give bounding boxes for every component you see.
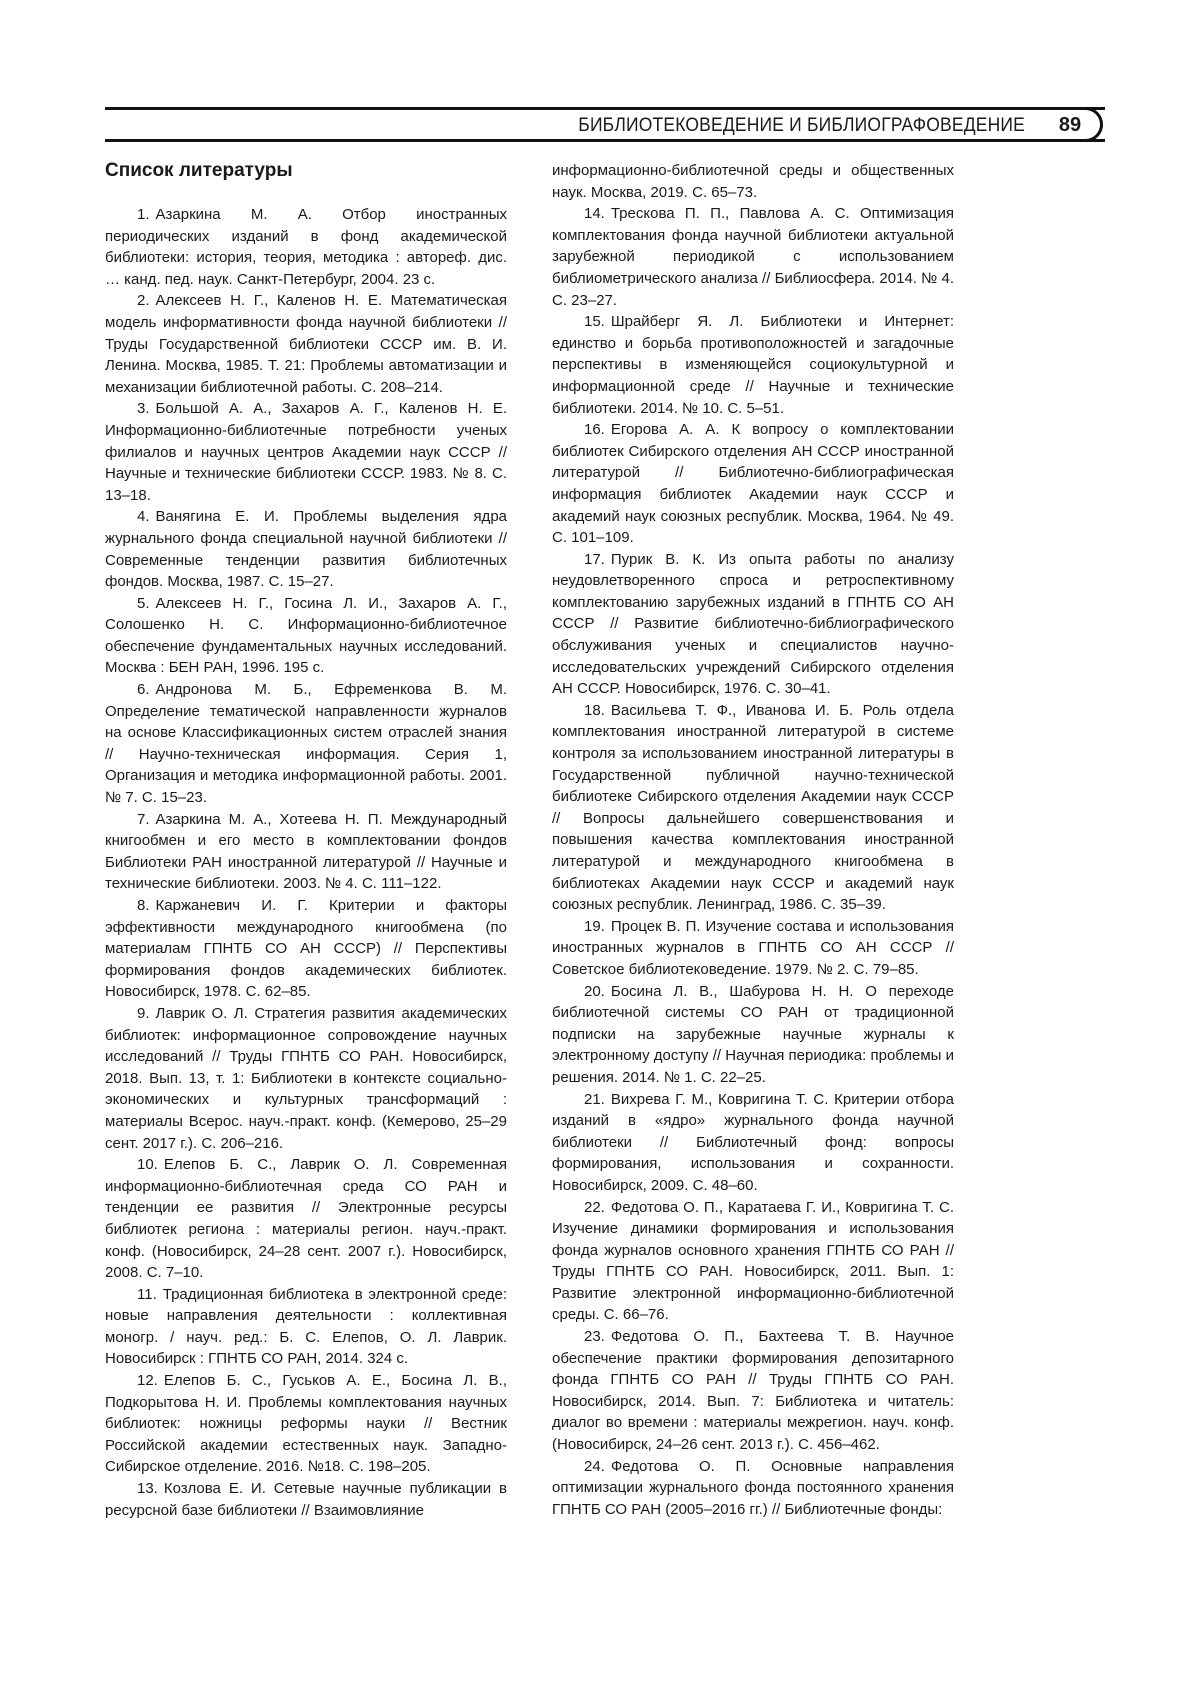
reference-number: 2. <box>137 292 150 309</box>
reference-number: 17. <box>584 551 605 568</box>
reference-text: Процек В. П. Изучение состава и использования иностранных журналов в ГПНТБ СО АН СССР // Советское библиотековедение. 1979. № 2. С. 79–85. <box>552 918 954 978</box>
reference-item <box>105 398 507 506</box>
reference-text: Васильева Т. Ф., Иванова И. Б. Роль отдела комплектования иностранной литературой в системе контроля за использованием иностранной литературы в Государственной публичной научно-технической библиотеке Сибирского отделения Академии наук СССР // Вопросы дальнейшего совершенствования и повышения качества комплектования иностранной литературой и международного книгообмена в библиотеках Академии наук СССР и академий наук союзных республик. Ленинград, 1986. С. 35–39. <box>552 702 954 913</box>
reference-number: 13. <box>137 1480 158 1497</box>
reference-text: Федотова О. П., Бахтеева Т. В. Научное обеспечение практики формирования депозитарного фонда ГПНТБ СО РАН // Труды ГПНТБ СО РАН. Новосибирск, 2014. Вып. 7: Библиотека и читатель: диалог во времени : материалы межрегион. науч. конф. (Новосибирск, 24–26 сент. 2013 г.). С. 456–462. <box>552 1328 954 1453</box>
header-rule-bottom <box>105 139 1105 142</box>
reference-text: Вихрева Г. М., Ковригина Т. С. Критерии отбора изданий в «ядро» журнального фонда научной библиотеки // Библиотечный фонд: вопросы формирования, использования и сохранности. Новосибирск, 2009. С. 48–60. <box>552 1091 954 1194</box>
reference-item <box>552 700 954 916</box>
reference-text: Лаврик О. Л. Стратегия развития академических библиотек: информационное сопровождение научных исследований // Труды ГПНТБ СО РАН. Новосибирск, 2018. Вып. 13, т. 1: Библиотеки в контексте социально-экономических и культурных трансформаций : материалы Всерос. науч.-практ. конф. (Кемерово, 25–29 сент. 2017 г.). С. 206–216. <box>105 1005 507 1152</box>
reference-number: 21. <box>584 1091 605 1108</box>
reference-number: 23. <box>584 1328 605 1345</box>
reference-number: 3. <box>137 400 150 417</box>
reference-number: 12. <box>137 1372 158 1389</box>
reference-text: Азаркина М. А., Хотеева Н. П. Международный книгообмен и его место в комплектовании фондов Библиотеки РАН иностранной литературой // Научные и технические библиотеки. 2003. № 4. С. 111–122. <box>105 811 507 893</box>
reference-number: 22. <box>584 1199 605 1216</box>
reference-number: 20. <box>584 983 605 1000</box>
header-rule-top <box>105 107 1105 110</box>
reference-text: Ванягина Е. И. Проблемы выделения ядра журнального фонда специальной научной библиотеки // Современные тенденции развития библиотечных фондов. Москва, 1987. С. 15–27. <box>105 508 507 590</box>
reference-number: 16. <box>584 421 605 438</box>
reference-text: Егорова А. А. К вопросу о комплектовании библиотек Сибирского отделения АН СССР иностранной литературой // Библиотечно-библиографическая информация библиотек Академии наук СССР и академий наук союзных республик. Москва, 1964. № 49. С. 101–109. <box>552 421 954 546</box>
reference-item <box>552 1197 954 1327</box>
reference-item <box>105 679 507 809</box>
reference-number: 5. <box>137 595 150 612</box>
reference-text: Шрайберг Я. Л. Библиотеки и Интернет: единство и борьба противоположностей и загадочные перспективы в изменяющейся социокультурной и информационной среде // Научные и технические библиотеки. 2014. № 10. С. 5–51. <box>552 313 954 416</box>
reference-text: Алексеев Н. Г., Каленов Н. Е. Математическая модель информативности фонда научной библиотеки // Труды Государственной библиотеки СССР им. В. И. Ленина. Москва, 1985. Т. 21: Проблемы автоматизации и механизации библиотечной работы. С. 208–214. <box>105 292 507 395</box>
reference-text: Пурик В. К. Из опыта работы по анализу неудовлетворенного спроса и ретроспективному комплектованию зарубежных изданий в ГПНТБ СО АН СССР // Развитие библиотечно-библиографического обслуживания ученых и специалистов научно-исследовательских учреждений Сибирского отделения АН СССР. Новосибирск, 1976. С. 30–41. <box>552 551 954 698</box>
reference-number: 15. <box>584 313 605 330</box>
reference-number: 6. <box>137 681 150 698</box>
reference-number: 11. <box>137 1286 157 1303</box>
reference-item <box>552 916 954 981</box>
running-title: БИБЛИОТЕКОВЕДЕНИЕ И БИБЛИОГРАФОВЕДЕНИЕ <box>496 115 1025 137</box>
reference-text: Андронова М. Б., Ефременкова В. М. Определение тематической направленности журналов на основе Классификационных систем отраслей знания // Научно-техническая информация. Серия 1, Организация и методика информационной работы. 2001. № 7. С. 15–23. <box>105 681 507 806</box>
reference-number: 1. <box>137 206 150 223</box>
reference-item <box>552 981 954 1089</box>
reference-text: Алексеев Н. Г., Госина Л. И., Захаров А. Г., Солошенко Н. С. Информационно-библиотечное обеспечение фундаментальных научных исследований. Москва : БЕН РАН, 1996. 195 с. <box>105 595 507 677</box>
reference-number: 4. <box>137 508 150 525</box>
reference-item <box>105 506 507 592</box>
reference-item <box>105 1154 507 1284</box>
reference-text: Федотова О. П. Основные направления оптимизации журнального фонда постоянного хранения ГПНТБ СО РАН (2005–2016 гг.) // Библиотечные фонды: <box>552 1458 954 1518</box>
reference-text: Козлова Е. И. Сетевые научные публикации в ресурсной базе библиотеки // Взаимовлияние <box>105 1480 507 1519</box>
reference-item <box>105 1003 507 1154</box>
section-title: Список литературы <box>105 160 293 182</box>
reference-item <box>105 1284 507 1370</box>
reference-text: Каржаневич И. Г. Критерии и факторы эффективности международного книгообмена (по материалам ГПНТБ СО АН СССР) // Перспективы формирования фондов академических библиотек. Новосибирск, 1978. С. 62–85. <box>105 897 507 1000</box>
reference-item <box>105 895 507 1003</box>
reference-text: Трескова П. П., Павлова А. С. Оптимизация комплектования фонда научной библиотеки актуальной зарубежной периодикой с использованием библиометрического анализа // Библиосфера. 2014. № 4. С. 23–27. <box>552 205 954 308</box>
reference-item <box>105 204 507 290</box>
reference-number: 18. <box>584 702 605 719</box>
reference-number: 14. <box>584 205 605 222</box>
page-number: 89 <box>1045 114 1095 137</box>
reference-number: 10. <box>137 1156 158 1173</box>
reference-item <box>552 1456 954 1521</box>
reference-text: Елепов Б. С., Гуськов А. Е., Босина Л. В., Подкорытова Н. И. Проблемы комплектования научных библиотек: ножницы реформы науки // Вестник Российской академии естественных наук. Западно-Сибирское отделение. 2016. №18. С. 198–205. <box>105 1372 507 1475</box>
reference-item <box>105 1370 507 1478</box>
reference-item <box>105 290 507 398</box>
reference-text: Босина Л. В., Шабурова Н. Н. О переходе библиотечной системы СО РАН от традиционной подписки на зарубежные научные журналы к электронному доступу // Научная периодика: проблемы и решения. 2014. № 1. С. 22–25. <box>552 983 954 1086</box>
reference-number: 7. <box>137 811 150 828</box>
reference-text: Традиционная библиотека в электронной среде: новые направления деятельности : коллективная моногр. / науч. ред.: Б. С. Елепов, О. Л. Лаврик. Новосибирск : ГПНТБ СО РАН, 2014. 324 с. <box>105 1286 507 1368</box>
reference-text: Большой А. А., Захаров А. Г., Каленов Н. Е. Информационно-библиотечные потребности ученых филиалов и научных центров Академии наук СССР // Научные и технические библиотеки СССР. 1983. № 8. С. 13–18. <box>105 400 507 503</box>
reference-item <box>105 593 507 679</box>
references-column-left <box>105 204 507 1521</box>
reference-item <box>552 1326 954 1456</box>
reference-number: 24. <box>584 1458 605 1475</box>
reference-item <box>105 809 507 895</box>
reference-text: Федотова О. П., Каратаева Г. И., Ковригина Т. С. Изучение динамики формирования и использования фонда журналов основного хранения ГПНТБ СО РАН // Труды ГПНТБ СО РАН. Новосибирск, 2011. Вып. 1: Развитие электронной информационно-библиотечной среды. С. 66–76. <box>552 1199 954 1324</box>
reference-number: 9. <box>137 1005 150 1022</box>
reference-text: Азаркина М. А. Отбор иностранных периодических изданий в фонд академической библиотеки: история, теория, методика : автореф. дис. … канд. пед. наук. Санкт-Петербург, 2004. 23 с. <box>105 206 507 288</box>
reference-text: Елепов Б. С., Лаврик О. Л. Современная информационно-библиотечная среда СО РАН и тенденции ее развития // Электронные ресурсы библиотек региона : материалы регион. науч.-практ. конф. (Новосибирск, 24–28 сент. 2007 г.). Новосибирск, 2008. С. 7–10. <box>105 1156 507 1281</box>
reference-item <box>552 311 954 419</box>
reference-item <box>552 419 954 549</box>
references-column-right <box>552 160 954 1520</box>
reference-item <box>552 203 954 311</box>
reference-item <box>105 1478 507 1521</box>
reference-continuation: информационно-библиотечной среды и общественных наук. Москва, 2019. С. 65–73. <box>552 160 954 203</box>
reference-item <box>552 1089 954 1197</box>
reference-item <box>552 549 954 700</box>
reference-number: 19. <box>584 918 605 935</box>
reference-number: 8. <box>137 897 150 914</box>
